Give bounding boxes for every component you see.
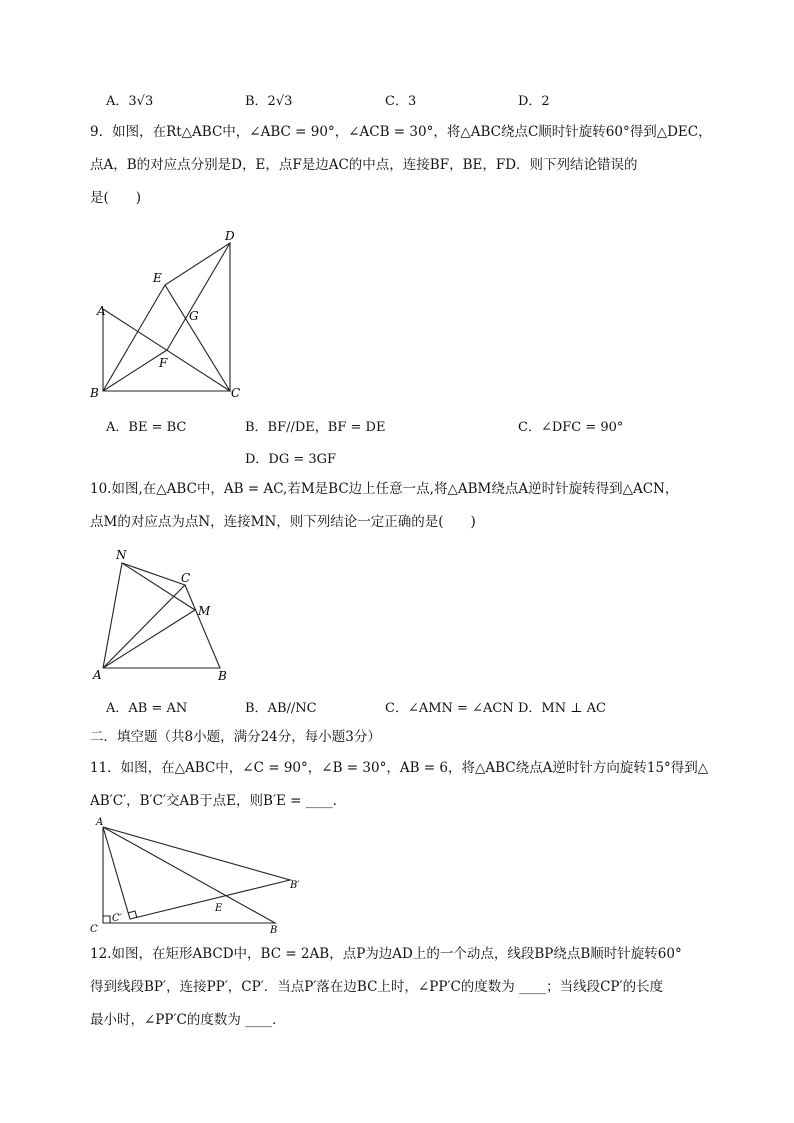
q9-line-2: 点A，B的对应点分别是D，E，点F是边AC的中点，连接BF，BE，FD．则下列结论错误的	[90, 157, 638, 173]
q11-line-1: 11．如图，在△ABC中，∠C = 90°，∠B = 30°，AB = 6，将△ABC绕点A逆时针方向旋转15°得到△	[90, 760, 709, 776]
q9-label-e: E	[153, 271, 162, 285]
q9-label-c: C	[231, 386, 241, 400]
q8-option-d: D．2	[518, 94, 550, 109]
q12-line-3: 最小时，∠PP′C的度数为 ____．	[90, 1012, 286, 1028]
q9-label-d: D	[225, 229, 235, 243]
q9-label-f: F	[159, 356, 168, 370]
q10-line-2: 点M的对应点为点N，连接MN，则下列结论一定正确的是( )	[90, 514, 476, 530]
q10-option-b: B．AB//NC	[245, 701, 317, 716]
triangle-ab1c1	[103, 827, 290, 919]
q11-label-c: C	[90, 924, 98, 935]
q9-label-g: G	[189, 309, 199, 323]
triangle-abc	[103, 585, 220, 668]
q10-label-n: N	[116, 548, 127, 562]
segment-bf	[103, 350, 167, 391]
q10-option-a: A．AB = AN	[106, 701, 188, 716]
q12-line-2: 得到线段BP′，连接PP′，CP′．当点P′落在边BC上时，∠PP′C的度数为 ____；当线段CP′的长度	[90, 979, 664, 995]
q10-figure	[85, 545, 245, 685]
q9-label-a: A	[97, 304, 106, 318]
q12-stem	[90, 938, 730, 1037]
q11-figure	[85, 815, 310, 937]
q11-label-c1: C′	[112, 913, 122, 924]
q11-label-e: E	[215, 903, 223, 914]
segments-an-nc	[103, 563, 185, 668]
triangle-abc	[103, 827, 275, 923]
q9-option-d: D．DG = 3GF	[245, 452, 337, 467]
q10-label-m: M	[198, 604, 211, 618]
q9-stem	[90, 116, 730, 215]
q11-label-a: A	[96, 817, 104, 828]
q12-line-1: 12.如图，在矩形ABCD中，BC = 2AB，点P为边AD上的一个动点，线段BP绕点B顺时针旋转60°	[90, 946, 682, 962]
q11-label-b: B	[270, 925, 278, 936]
q10-label-b: B	[218, 669, 227, 683]
q8-option-c: C．3	[385, 94, 417, 109]
q8-option-a: A．3√3	[106, 94, 154, 109]
q9-option-b: B．BF//DE，BF = DE	[245, 420, 386, 435]
q10-label-c: C	[181, 571, 191, 585]
q9-label-b: B	[90, 386, 99, 400]
q10-line-1: 10.如图,在△ABC中，AB = AC,若M是BC边上任意一点,将△ABM绕点A逆时针旋转得到△ACN，	[90, 481, 679, 497]
q10-option-d: D．MN ⊥ AC	[518, 701, 606, 716]
right-angle-c	[103, 916, 110, 923]
q8-option-b: B．2√3	[245, 94, 293, 109]
q11-figure-lines	[103, 827, 290, 923]
q10-stem	[90, 473, 730, 539]
q9-line-3: 是( )	[90, 190, 142, 206]
section-heading: 二．填空题（共8小题，满分24分，每小题3分）	[90, 729, 381, 745]
segment-fd	[167, 243, 230, 350]
segment-be	[103, 285, 165, 391]
q10-label-a: A	[93, 668, 102, 682]
q11-label-b1: B′	[290, 880, 300, 891]
q11-stem	[90, 752, 730, 818]
q9-option-a: A．BE = BC	[106, 420, 187, 435]
q9-option-c: C．∠DFC = 90°	[518, 420, 624, 435]
q11-line-2: AB′C′，B′C′交AB于点E，则B′E = ____．	[90, 793, 347, 809]
q9-figure	[85, 225, 255, 405]
q10-option-c: C．∠AMN = ∠ACN	[385, 701, 514, 716]
segment-am	[103, 610, 195, 668]
q9-line-1: 9．如图，在Rt△ABC中，∠ABC = 90°，∠ACB = 30°，将△ABC绕点C顺时针旋转60°得到△DEC，	[90, 124, 712, 140]
